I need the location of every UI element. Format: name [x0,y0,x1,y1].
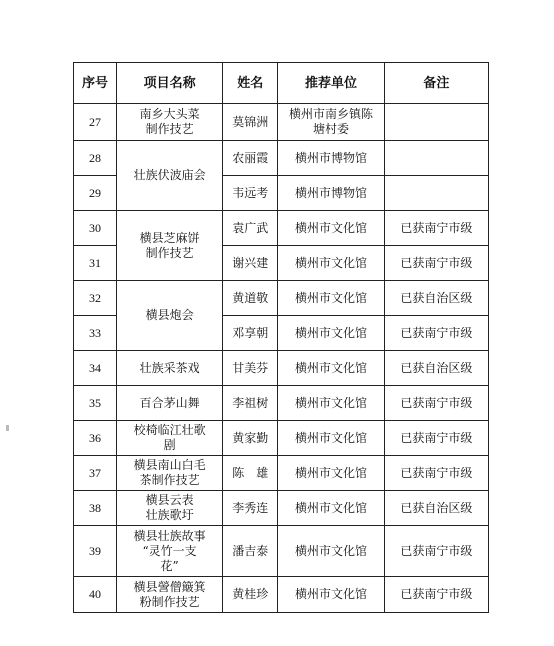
header-no: 序号 [74,63,117,104]
cell-project: 横县芝麻饼 制作技艺 [116,211,222,281]
heritage-inheritor-table [73,62,489,613]
cell-project: 横县炮会 [116,281,222,351]
cell-note: 已获自治区级 [384,491,488,526]
cell-name: 黄桂珍 [223,577,278,613]
cell-no: 30 [74,211,117,246]
cell-unit: 横州市文化馆 [278,491,384,526]
cell-note: 已获南宁市级 [384,316,488,351]
cell-note [384,141,488,176]
cell-no: 28 [74,141,117,176]
cell-note: 已获南宁市级 [384,246,488,281]
cell-project: 横县云表 壮族歌圩 [116,491,222,526]
cell-note [384,176,488,211]
cell-no: 40 [74,577,117,613]
table-row [74,421,489,456]
cell-no: 32 [74,281,117,316]
table-header-row [74,63,489,104]
table-row [74,141,489,176]
cell-unit: 横州市文化馆 [278,316,384,351]
cell-unit: 横州市文化馆 [278,421,384,456]
cell-no: 27 [74,104,117,141]
table-row [74,351,489,386]
cell-no: 39 [74,526,117,577]
table-row [74,104,489,141]
cell-no: 38 [74,491,117,526]
cell-note: 已获南宁市级 [384,577,488,613]
cell-name: 黄家勤 [223,421,278,456]
table-row [74,526,489,577]
cell-project: 南乡大头菜 制作技艺 [116,104,222,141]
cell-name: 李秀连 [223,491,278,526]
cell-note: 已获南宁市级 [384,211,488,246]
header-note: 备注 [384,63,488,104]
cell-project: 横县謍僧簸箕 粉制作技艺 [116,577,222,613]
cell-name: 潘吉泰 [223,526,278,577]
cell-no: 36 [74,421,117,456]
cell-no: 33 [74,316,117,351]
cell-unit: 横州市文化馆 [278,246,384,281]
cell-unit: 横州市南乡镇陈 塘村委 [278,104,384,141]
cell-unit: 横州市文化馆 [278,577,384,613]
cell-project: 横县南山白毛 茶制作技艺 [116,456,222,491]
cell-name: 农丽霞 [223,141,278,176]
cell-name: 李祖树 [223,386,278,421]
cell-project: 校椅临江壮歌 剧 [116,421,222,456]
cell-no: 37 [74,456,117,491]
table-row [74,577,489,613]
header-unit: 推荐单位 [278,63,384,104]
table-row [74,456,489,491]
cell-no: 29 [74,176,117,211]
cell-name: 邓享朝 [223,316,278,351]
cell-project: 横县壮族故事 “灵竹一支 花” [116,526,222,577]
table-body [74,104,489,613]
cell-note: 已获南宁市级 [384,526,488,577]
cell-note: 已获自治区级 [384,351,488,386]
cell-name: 莫锦洲 [223,104,278,141]
cell-project: 壮族采茶戏 [116,351,222,386]
cell-unit: 横州市文化馆 [278,456,384,491]
cell-unit: 横州市博物馆 [278,176,384,211]
cell-unit: 横州市博物馆 [278,141,384,176]
table-row [74,211,489,246]
header-name: 姓名 [223,63,278,104]
cell-no: 35 [74,386,117,421]
cell-note: 已获自治区级 [384,281,488,316]
cell-unit: 横州市文化馆 [278,211,384,246]
cell-project: 壮族伏波庙会 [116,141,222,211]
table-row [74,386,489,421]
cell-name: 袁广武 [223,211,278,246]
scan-mark [6,425,9,431]
table-row [74,491,489,526]
cell-name: 谢兴建 [223,246,278,281]
cell-project: 百合茅山舞 [116,386,222,421]
cell-name: 陈 雄 [223,456,278,491]
header-project: 项目名称 [116,63,222,104]
cell-unit: 横州市文化馆 [278,386,384,421]
cell-unit: 横州市文化馆 [278,351,384,386]
cell-note: 已获南宁市级 [384,456,488,491]
cell-note: 已获南宁市级 [384,386,488,421]
cell-name: 黄道敬 [223,281,278,316]
cell-name: 韦远考 [223,176,278,211]
cell-note: 已获南宁市级 [384,421,488,456]
table-row [74,281,489,316]
cell-no: 31 [74,246,117,281]
cell-unit: 横州市文化馆 [278,281,384,316]
cell-no: 34 [74,351,117,386]
cell-name: 甘美芬 [223,351,278,386]
cell-note [384,104,488,141]
cell-unit: 横州市文化馆 [278,526,384,577]
